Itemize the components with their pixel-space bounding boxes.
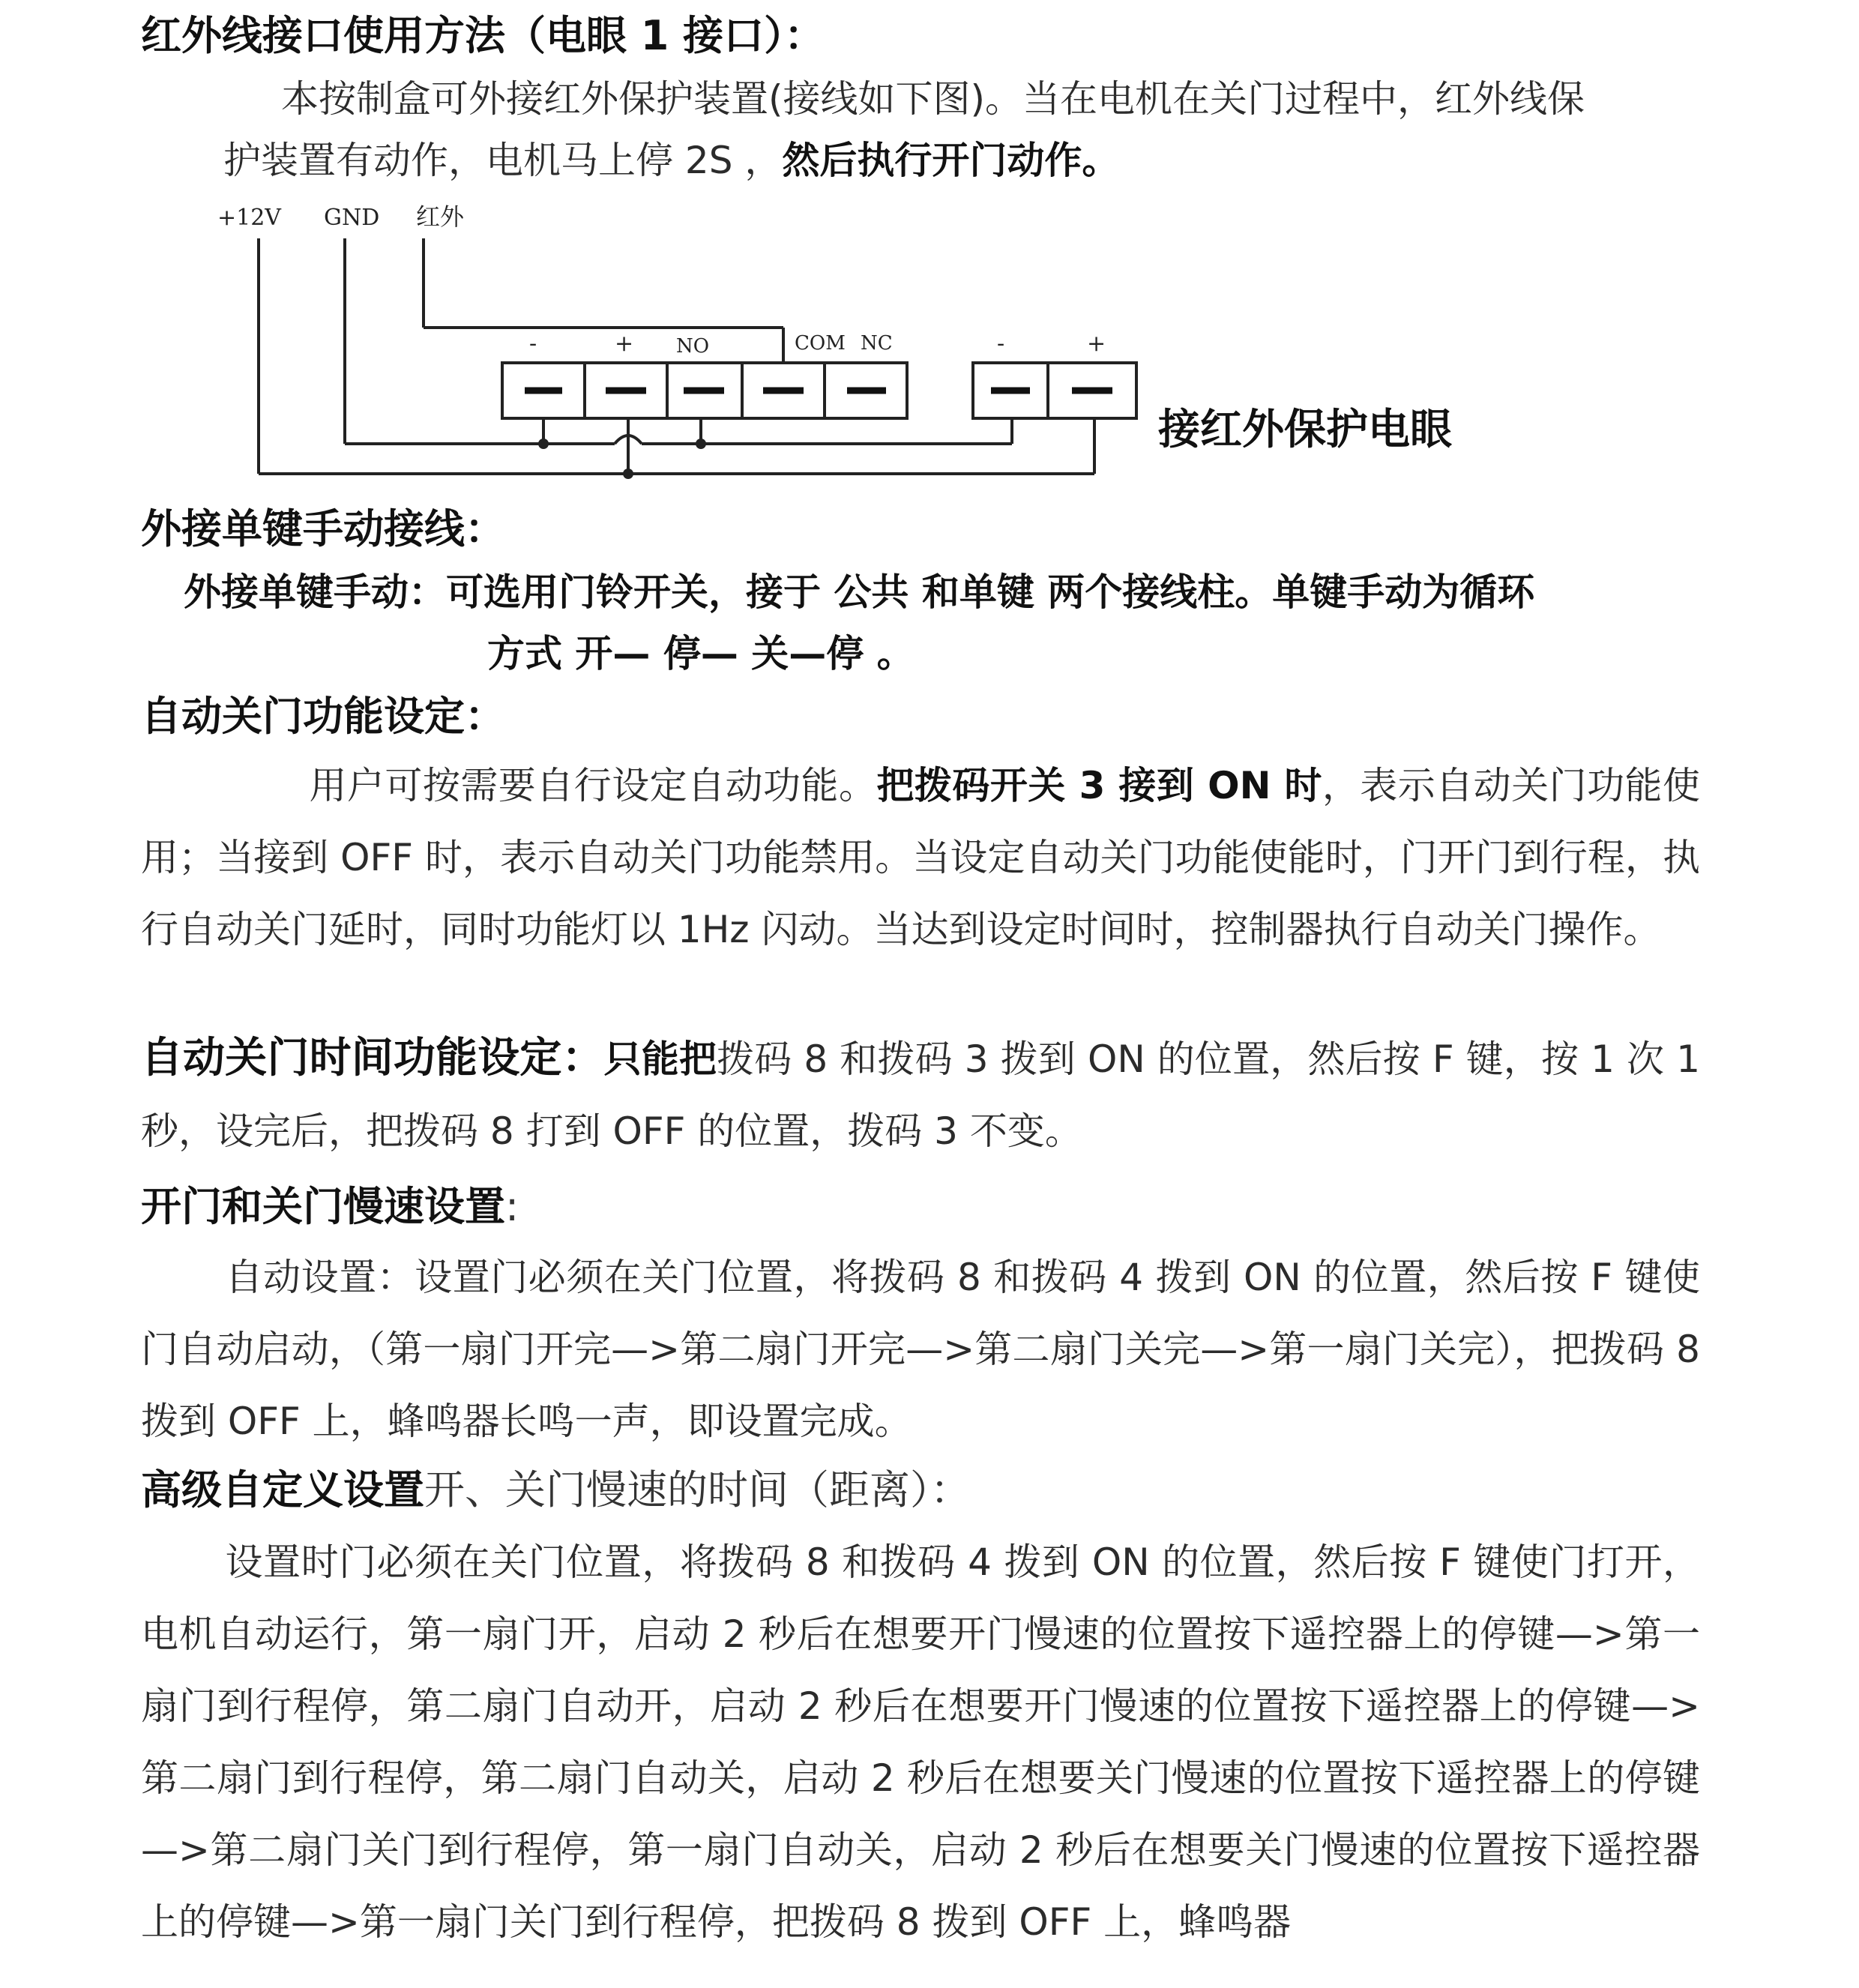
infrared-section-title: 红外线接口使用方法（电眼 1 接口）： [141,12,825,59]
advanced-text: 设置时门必须在关门位置，将拨码 8 和拨码 4 拨到 ON 的位置，然后按 F 键使门打开，电机自动运行，第一扇门开，启动 2 秒后在想要开门慢速的位置按下遥控器上的停键—>第一扇门到行程停，第二扇门自动开，启动 2 秒后在想要开门慢速的位置按下遥控器上的停键—>第二扇门到行程停，第二扇门自动关，启动 2 秒后在想要关门慢速的位置按下遥控器上的停键—>第二扇门关门到行程停，第一扇门自动关，启动 2 秒后在想要关门慢速的位置按下遥控器上的停键—>第一扇门关门到行程停，把拨码 8 拨到 OFF 上，蜂鸣器 [141,1540,1700,1944]
auto-close-text-bold: 把拨码开关 3 接到 ON 时 [876,764,1322,807]
auto-close-time-title: 自动关门时间功能设定： [141,1034,604,1082]
slow-speed-paragraph [141,1241,1700,1457]
slow-speed-section-title [141,1175,1700,1238]
terminal-label-minus-2: - [997,331,1005,357]
single-key-section-title: 外接单键手动接线： [141,505,505,552]
wire-label-infrared: 红外 [416,202,465,231]
terminal-label-plus: + [615,331,634,357]
slow-speed-text: 自动设置：设置门必须在关门位置，将拨码 8 和拨码 4 拨到 ON 的位置，然后按 F 键使门自动启动，（第一扇门开完—>第二扇门开完—>第二扇门关完—>第一扇门关完），把拨码 8 拨到 OFF 上，蜂鸣器长鸣一声，即设置完成。 [141,1256,1700,1443]
auto-close-text-b: ，表示自动关门功能使用；当接到 OFF 时，表示自动关门功能禁用。当设定自动关门功能使能时，门开门到行程，执行自动关门延时，同时功能灯以 1Hz 闪动。当达到设定时间时，控制器执行自动关门操作。 [141,764,1701,951]
terminal-label-com: COM [795,332,846,355]
auto-close-time-text: 拨码 8 和拨码 3 拨到 ON 的位置，然后按 F 键，按 1 次 1 秒，设完后，把拨码 8 打到 OFF 的位置，拨码 3 不变。 [141,1037,1701,1153]
single-key-line2: 方式 开— 停— 关—停 。 [487,632,915,675]
auto-close-time-paragraph [141,1022,1700,1167]
advanced-title-tail: 开、关门慢速的时间（距离）： [424,1466,971,1513]
auto-close-text-a: 用户可按需要自行设定自动功能。 [309,764,877,807]
wiring-diagram [0,0,1859,510]
wire-label-gnd: GND [324,205,380,231]
auto-close-time-bold-lead: 只能把 [603,1037,717,1081]
terminal-label-plus-2: + [1087,331,1106,357]
single-key-line1: 外接单键手动：可选用门铃开关，接于 公共 和单键 两个接线柱。单键手动为循环 [184,570,1535,614]
advanced-paragraph [141,1526,1700,1958]
diagram-caption: 接红外保护电眼 [1158,406,1452,454]
advanced-section-title [141,1459,1700,1522]
auto-close-paragraph [141,750,1700,966]
auto-close-section-title: 自动关门功能设定： [141,693,505,740]
wire-label-12v: +12V [217,205,281,231]
infrared-body-line2-normal: 护装置有动作，电机马上停 2S ， [223,139,783,182]
terminal-label-minus: - [529,331,537,357]
terminal-label-nc: NC [861,332,893,355]
advanced-title-text: 高级自定义设置 [141,1466,424,1513]
infrared-body-line1: 本按制盒可外接红外保护装置(接线如下图)。当在电机在关门过程中，红外线保 [281,77,1585,121]
infrared-body-line2-bold: 然后执行开门动作。 [782,139,1120,182]
slow-speed-title-text: 开门和关门慢速设置 [141,1183,505,1230]
slow-speed-title-tail: : [505,1183,519,1230]
terminal-label-no: NO [676,335,710,358]
